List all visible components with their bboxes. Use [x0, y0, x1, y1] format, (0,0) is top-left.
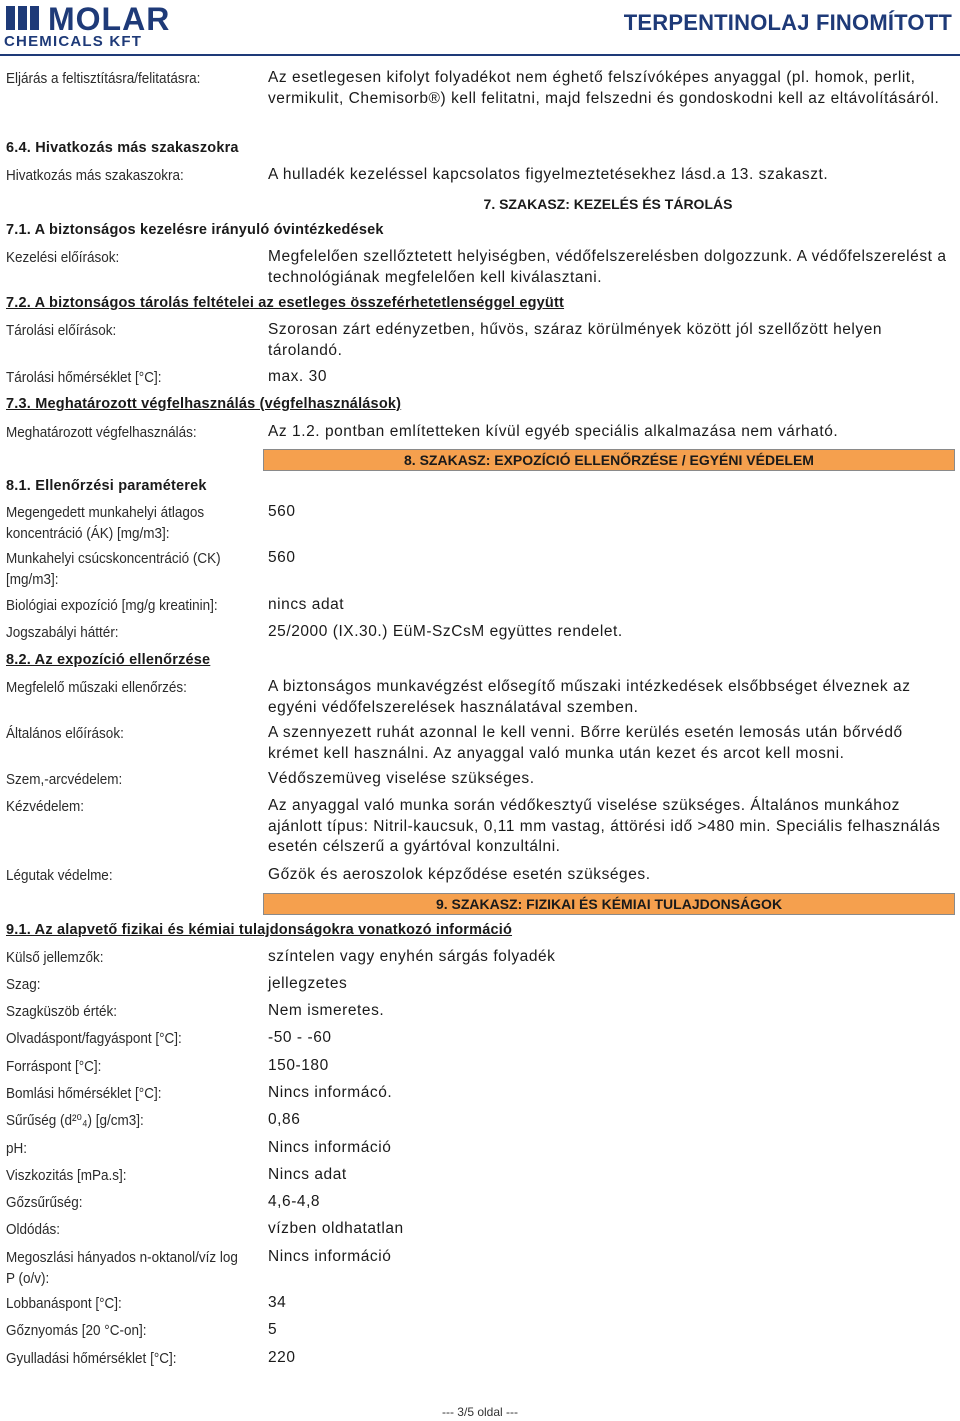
section-8-bar: 8. SZAKASZ: EXPOZÍCIÓ ELLENŐRZÉSE / EGYÉNI VÉDELEM: [263, 449, 955, 471]
page-header: [0, 0, 960, 52]
param-label: Munkahelyi csúcskoncentráció (CK) [mg/m3]:: [6, 550, 221, 588]
property-value: 220: [268, 1349, 296, 1366]
handling-label: Kezelési előírások:: [6, 249, 120, 266]
control-label: Kézvédelem:: [6, 798, 85, 815]
reference-label: Hivatkozás más szakaszokra:: [6, 167, 184, 184]
property-value: 150-180: [268, 1057, 329, 1074]
storage-label: Tárolási előírások:: [6, 322, 117, 339]
control-value: A biztonságos munkavégzést elősegítő műszaki intézkedések elsőbbséget élveznek az egyéni védőfelszerelések használatával szemben.: [268, 678, 911, 716]
property-value: 0,86: [268, 1111, 301, 1128]
page-number: --- 3/5 oldal ---: [441, 1405, 518, 1419]
property-value: 34: [268, 1294, 287, 1311]
property-value: Nincs információ: [268, 1139, 392, 1156]
storage-temp-label: Tárolási hőmérséklet [°C]:: [6, 369, 162, 386]
property-label: Lobbanáspont [°C]:: [6, 1295, 122, 1312]
property-value: 4,6-4,8: [268, 1193, 321, 1210]
header-divider: [0, 54, 960, 56]
storage-value: Szorosan zárt edényzetben, hűvös, száraz körülmények között jól szellőzött helyen tárolandó.: [268, 321, 883, 359]
property-value: Nincs adat: [268, 1166, 347, 1183]
control-label: Szem,-arcvédelem:: [6, 771, 123, 788]
logo-mark: [6, 6, 39, 30]
property-label: Szagküszöb érték:: [6, 1003, 118, 1020]
heading-7-2: 7.2. A biztonságos tárolás feltételei az esetleges összeférhetetlenséggel együtt: [6, 295, 565, 311]
section-9-bar: 9. SZAKASZ: FIZIKAI ÉS KÉMIAI TULAJDONSÁGOK: [263, 893, 955, 915]
property-value: Nem ismeretes.: [268, 1002, 385, 1019]
heading-8-2: 8.2. Az expozíció ellenőrzése: [6, 652, 211, 668]
cleanup-value: Az esetlegesen kifolyt folyadékot nem éghető felszívóképes anyaggal (pl. homok, perlit, vermikulit, Chemisorb®) kell felitatni, majd felszedni és gondoskodni kell az eltávolításáról.: [268, 69, 940, 107]
reference-value: A hulladék kezeléssel kapcsolatos figyelmeztetésekhez lásd.a 13. szakaszt.: [268, 166, 829, 183]
handling-value: Megfelelően szellőztetett helyiségben, védőfelszerelésben dolgozzunk. A védőfelszerelést a technológiának megfelelően kell kiválasztani.: [268, 248, 947, 286]
property-label: pH:: [6, 1140, 28, 1157]
logo-top-text: MOLAR: [48, 2, 171, 37]
control-label: Megfelelő műszaki ellenőrzés:: [6, 679, 187, 696]
property-label: Megoszlási hányados n-oktanol/víz log P (o/v):: [6, 1249, 238, 1287]
control-label: Általános előírások:: [6, 725, 124, 742]
heading-7-3: 7.3. Meghatározott végfelhasználás (végfelhasználások): [6, 396, 402, 412]
property-label: Olvadáspont/fagyáspont [°C]:: [6, 1030, 182, 1047]
property-label: Forráspont [°C]:: [6, 1058, 102, 1075]
param-value: 560: [268, 549, 296, 566]
property-value: vízben oldhatatlan: [268, 1220, 404, 1237]
control-value: Védőszemüveg viselése szükséges.: [268, 770, 535, 787]
param-value: nincs adat: [268, 596, 345, 613]
property-label: Bomlási hőmérséklet [°C]:: [6, 1085, 162, 1102]
logo-bottom-text: CHEMICALS KFT: [4, 33, 143, 48]
property-value: Nincs információ: [268, 1248, 392, 1265]
end-use-value: Az 1.2. pontban említetteken kívül egyéb speciális alkalmazása nem várható.: [268, 423, 839, 440]
property-value: Nincs informácó.: [268, 1084, 393, 1101]
heading-8-1: 8.1. Ellenőrzési paraméterek: [6, 478, 207, 494]
storage-temp-value: max. 30: [268, 368, 327, 385]
param-label: Megengedett munkahelyi átlagos koncentráció (ÁK) [mg/m3]:: [6, 504, 205, 542]
control-label: Légutak védelme:: [6, 867, 113, 884]
property-label: Gőzsűrűség:: [6, 1194, 83, 1211]
control-value: Az anyaggal való munka során védőkesztyű viselése szükséges. Általános munkához ajánlott típus: Nitril-kaucsuk, 0,11 mm vastag, áttörési idő >480 min. Speciális felhasználás esetén célszerű a gyártóval konzultálni.: [268, 797, 941, 855]
control-value: Gőzök és aeroszolok képződése esetén szükséges.: [268, 866, 651, 883]
property-label: Szag:: [6, 976, 41, 993]
document-title: TERPENTINOLAJ FINOMÍTOTT: [623, 10, 952, 35]
property-label: Viszkozitás [mPa.s]:: [6, 1167, 127, 1184]
property-label: Gőznyomás [20 °C-on]:: [6, 1322, 147, 1339]
param-value: 25/2000 (IX.30.) EüM-SzCsM együttes rendelet.: [268, 623, 623, 640]
company-logo: [4, 2, 224, 48]
property-label: Sűrűség (d²⁰₄) [g/cm3]:: [6, 1112, 144, 1129]
heading-7-1: 7.1. A biztonságos kezelésre irányuló óvintézkedések: [6, 222, 384, 238]
param-label: Jogszabályi háttér:: [6, 624, 119, 641]
property-label: Külső jellemzők:: [6, 949, 104, 966]
section-7-title: 7. SZAKASZ: KEZELÉS ÉS TÁROLÁS: [483, 196, 733, 212]
property-value: 5: [268, 1321, 278, 1338]
control-value: A szennyezett ruhát azonnal le kell venni. Bőrre kerülés esetén lemosás után bőrvédő krémet kell használni. Az anyaggal való munka után kezet és arcot kell mosni.: [268, 724, 903, 762]
heading-6-4: 6.4. Hivatkozás más szakaszokra: [6, 140, 239, 156]
property-label: Oldódás:: [6, 1221, 61, 1238]
property-value: -50 - -60: [268, 1029, 332, 1046]
heading-9-1: 9.1. Az alapvető fizikai és kémiai tulajdonságokra vonatkozó információ: [6, 922, 513, 938]
end-use-label: Meghatározott végfelhasználás:: [6, 424, 197, 441]
param-label: Biológiai expozíció [mg/g kreatinin]:: [6, 597, 218, 614]
property-value: jellegzetes: [268, 975, 348, 992]
property-value: színtelen vagy enyhén sárgás folyadék: [268, 948, 556, 965]
cleanup-label: Eljárás a feltisztításra/felitatásra:: [6, 70, 201, 87]
param-value: 560: [268, 503, 296, 520]
property-label: Gyulladási hőmérséklet [°C]:: [6, 1350, 177, 1367]
